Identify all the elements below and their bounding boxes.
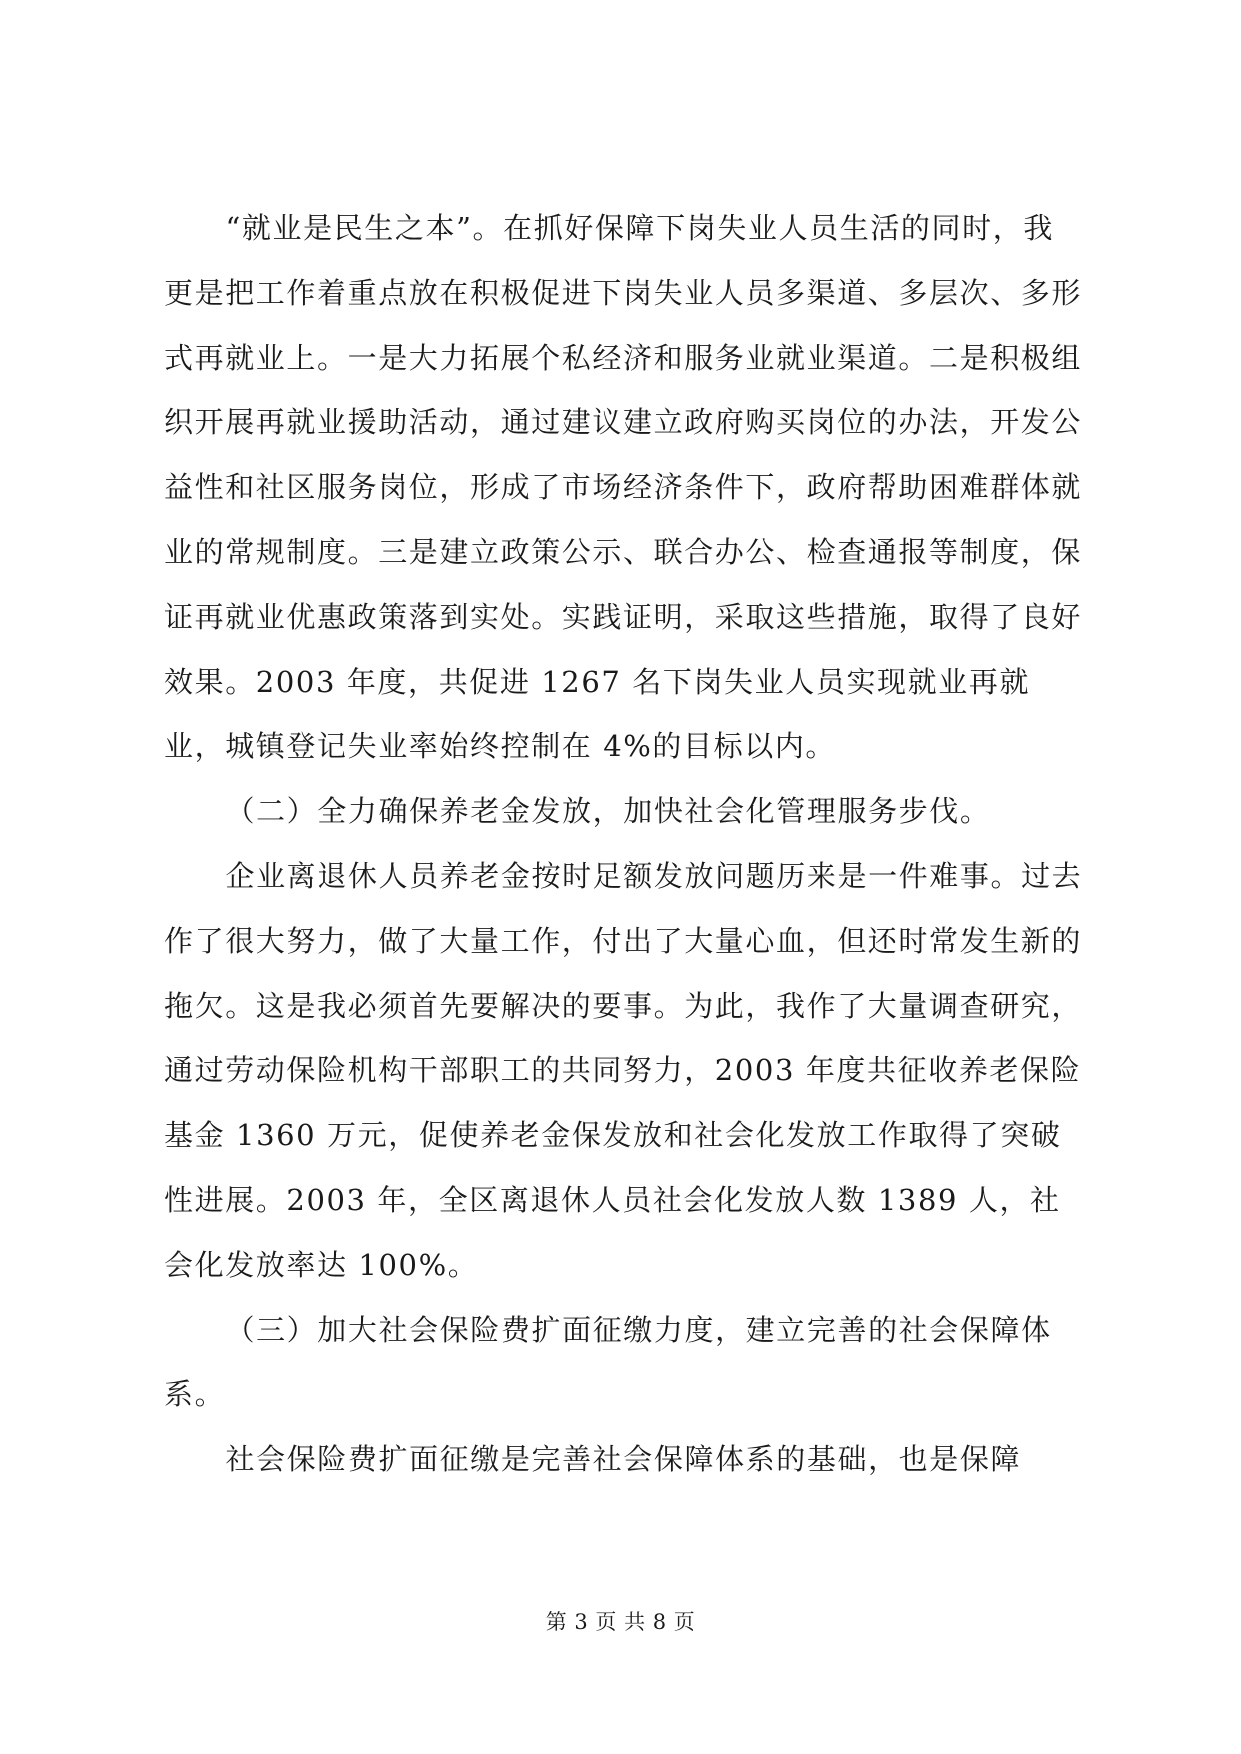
section-heading-social-insurance: （三）加大社会保险费扩面征缴力度，建立完善的社会保障体系。 <box>164 1312 1052 1412</box>
paragraph-pension: 企业离退休人员养老金按时足额发放问题历来是一件难事。过去作了很大努力，做了大量工作，付出了大量心血，但还时常发生新的拖欠。这是我必须首先要解决的要事。为此，我作了大量调查研究，通过劳动保险机构干部职工的共同努力，2003 年度共征收养老保险基金 1360 万元，促使养老金保发放和社会化发放工作取得了突破性进展。2003 年，全区离退休人员社会化发放人数 1389 人，社会化发放率达 100%。 <box>164 858 1083 1282</box>
section-heading-pension: （二）全力确保养老金发放，加快社会化管理服务步伐。 <box>225 794 991 829</box>
document-body <box>164 196 1084 1492</box>
paragraph-employment: “就业是民生之本”。在抓好保障下岗失业人员生活的同时，我更是把工作着重点放在积极促进下岗失业人员多渠道、多层次、多形式再就业上。一是大力拓展个私经济和服务业就业渠道。二是积极组织开展再就业援助活动，通过建议建立政府购买岗位的办法，开发公益性和社区服务岗位，形成了市场经济条件下，政府帮助困难群体就业的常规制度。三是建立政策公示、联合办公、检查通报等制度，保证再就业优惠政策落到实处。实践证明，采取这些措施，取得了良好效果。2003 年度，共促进 1267 名下岗失业人员实现就业再就业，城镇登记失业率始终控制在 4%的目标以内。 <box>164 211 1083 764</box>
page-number-footer: 第 3 页 共 8 页 <box>545 1610 696 1634</box>
paragraph-social-insurance: 社会保险费扩面征缴是完善社会保障体系的基础，也是保障 <box>225 1442 1022 1477</box>
